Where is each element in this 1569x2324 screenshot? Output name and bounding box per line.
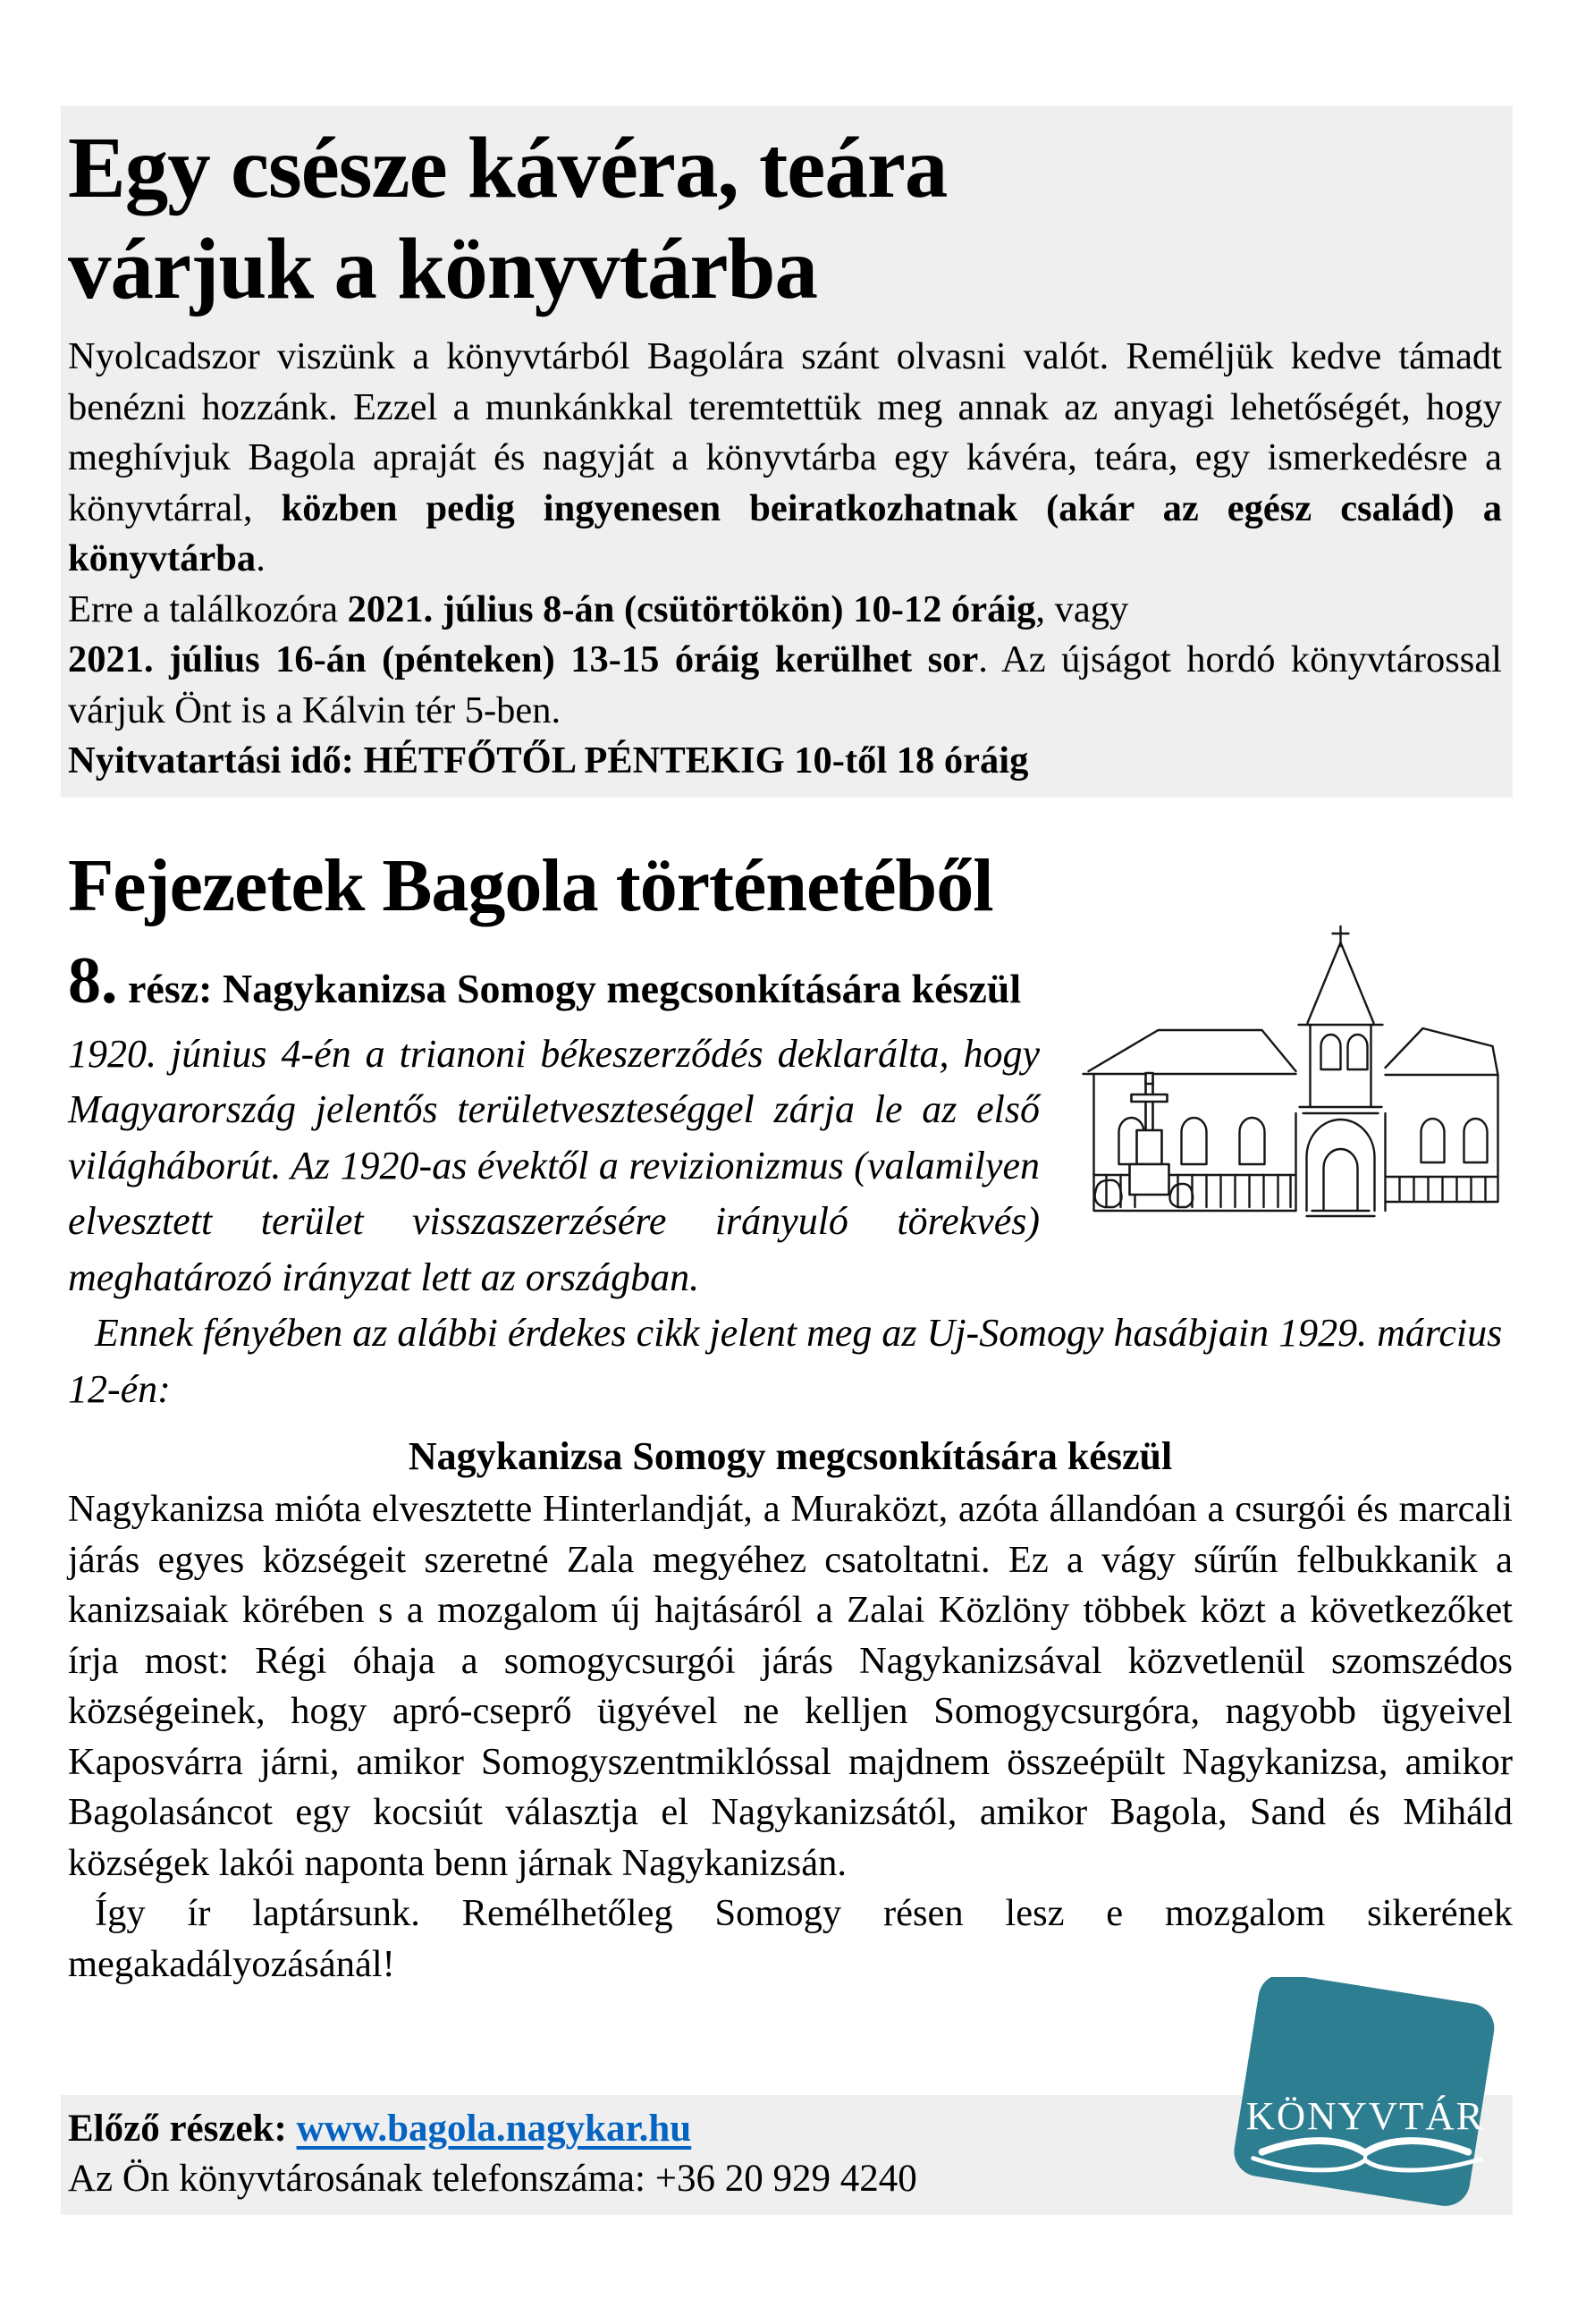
meeting-date-paragraph [68,585,1502,636]
history-title: Fejezetek Bagola történetéből [68,843,993,927]
trianon-lead-paragraph: 1920. június 4-én a trianoni békeszerződés deklarálta, hogy Magyarország jelentős területveszteséggel zárja le az első világháborút. Az 1920-as évektől a revizionizmus (valamilyen elvesztett terület visszaszerzésére irányuló törekvés) meghatározó irányzat lett az országban. [68,1031,1040,1299]
meeting-location-text: . Az újságot hordó könyvtárossal várjuk Önt is a Kálvin tér 5-ben. [68,638,1502,731]
meeting-date-2: 2021. július 16-án (pénteken) 13-15 óráig kerülhet sor [68,638,979,681]
previous-parts-link[interactable]: www.bagola.nagykar.hu [296,2108,692,2151]
intro-text: Nyolcadszor viszünk a könyvtárból Bagolára szánt olvasni valót. Reméljük kedve támadt benézni hozzánk. Ezzel a munkánkkal teremtettük meg annak az anyagi lehetőségét, hogy meghívjuk Bagola apraját és nagyját a könyvtárba egy kávéra, teára, egy ismerkedésre a könyvtárral, [68,335,1502,529]
previous-parts-label: Előző részek: [68,2108,297,2151]
meeting-date-text: Erre a találkozóra [68,587,348,630]
page-title [68,118,1502,319]
article-closing-paragraph: Így ír laptársunk. Remélhetőleg Somogy résen lesz e mozgalom sikerének megakadályozásánál! [68,1892,1513,1985]
opening-hours: Nyitvatartási idő: HÉTFŐTŐL PÉNTEKIG 10-től 18 óráig [68,739,1029,782]
article-heading: Nagykanizsa Somogy megcsonkítására készül [408,1434,1173,1479]
intro-paragraph [68,332,1502,585]
library-logo [1218,1977,1520,2220]
logo-text: KÖNYVTÁR [1245,2092,1485,2138]
history-section [61,844,1513,1990]
footer [61,2092,1513,2215]
part-number: 8. [68,943,118,1018]
part-title: rész: Nagykanizsa Somogy megcsonkítására készül [117,965,1022,1011]
meeting-date-1: 2021. július 8-án (csütörtökön) 10-12 óráig [347,587,1036,630]
librarian-phone-line: Az Ön könyvtárosának telefonszáma: +36 20 929 4240 [68,2158,917,2201]
intro-text-bold: közben pedig ingyenesen beiratkozhatnak (akár az egész család) a könyvtárba [68,486,1502,580]
page-title-line1: Egy csésze kávéra, teára [68,120,948,215]
church-illustration [1061,923,1513,1218]
meeting-date2-paragraph [68,635,1502,736]
intro-text-end: . [256,537,266,580]
article-body-paragraph: Nagykanizsa mióta elvesztette Hinterlandját, a Muraközt, azóta állandóan a csurgói és marcali járás egyes községeit szeretné Zala megyéhez csatoltatni. Ez a vágy sűrűn felbukkanik a kanizsaiak körében s a mozgalom új hajtásáról a Zalai Közlöny többek közt a következőket írja most: Régi óhaja a somogycsurgói járás Nagykanizsával közvetlenül szomszédos községeinek, hogy apró-cseprő ügyével ne kelljen Somogycsurgóra, nagyobb ügyeivel Kaposvárra járni, amikor Somogyszentmiklóssal majdnem összeépült Nagykanizsa, amikor Bagolasáncot egy kocsiút választja el Nagykanizsától, amikor Bagola, Sand és Miháld községek lakói naponta benn járnak Nagykanizsán. [68,1488,1513,1884]
meeting-date-or: , vagy [1035,587,1129,630]
article-intro-paragraph: Ennek fényében az alábbi érdekes cikk jelent meg az Uj-Somogy hasábjain 1929. március 12-én: [68,1311,1503,1411]
invitation-section [61,106,1513,798]
page-title-line2: várjuk a könyvtárba [68,220,817,317]
newsletter-page [0,106,1569,2324]
